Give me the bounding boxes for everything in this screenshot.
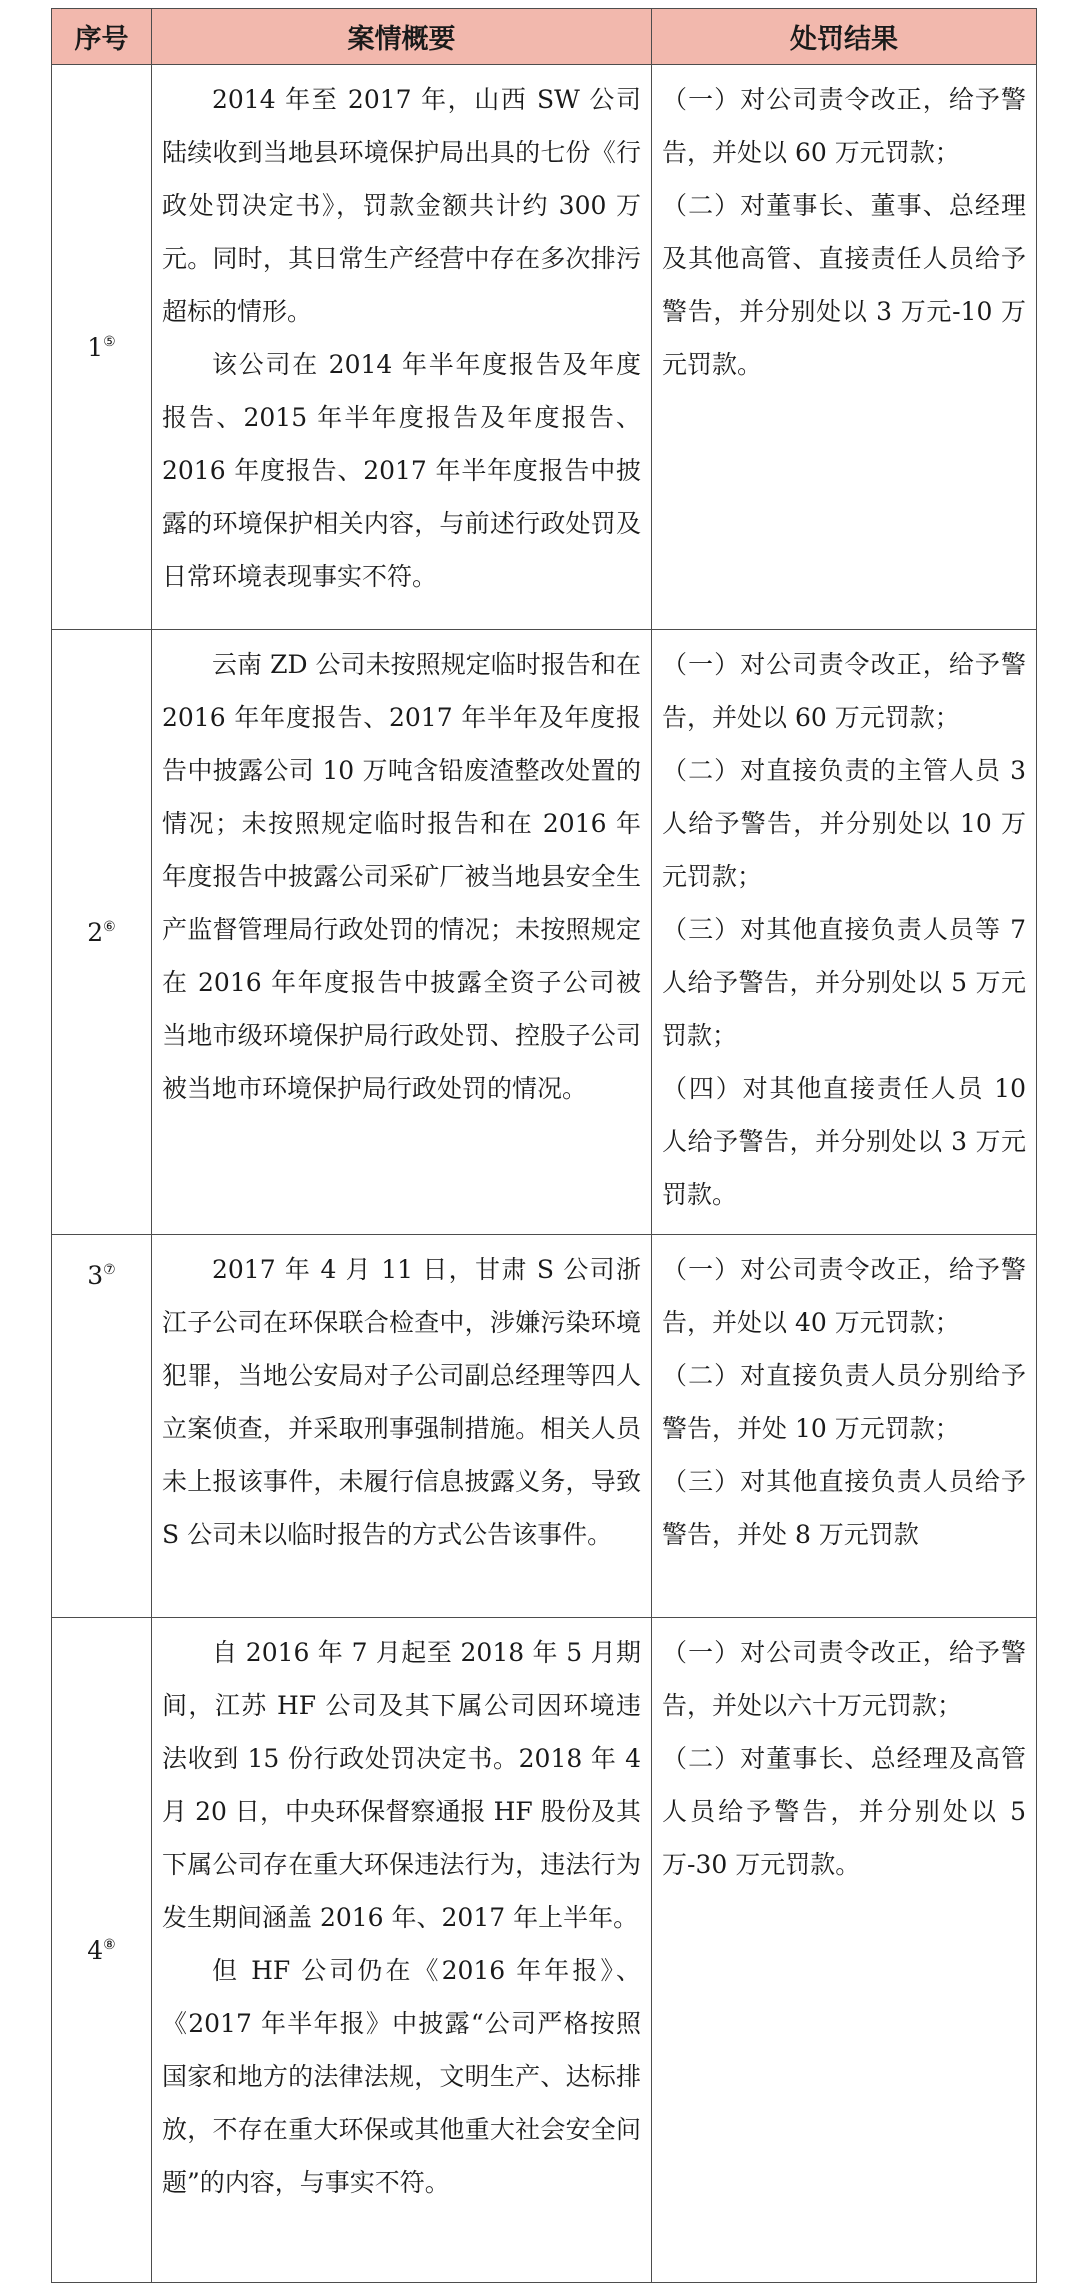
table-header (52, 9, 1037, 65)
penalty-cases-table (51, 8, 1037, 2283)
summary-paragraph: 2014 年至 2017 年，山西 SW 公司陆续收到当地县环境保护局出具的七份《行政处罚决定书》，罚款金额共计约 300 万元。同时，其日常生产经营中存在多次排污超标的情形。 (162, 85, 641, 326)
result-item: （四）对其他直接责任人员 10 人给予警告，并分别处以 3 万元罚款。 (662, 1074, 1026, 1209)
result-item: （三）对其他直接负责人员给予警告，并处 8 万元罚款 (662, 1467, 1026, 1549)
case-summary-cell (152, 630, 652, 1235)
summary-paragraph: 2017 年 4 月 11 日，甘肃 S 公司浙江子公司在环保联合检查中，涉嫌污染环境犯罪，当地公安局对子公司副总经理等四人立案侦查，并采取刑事强制措施。相关人员未上报该事件，未履行信息披露义务，导致 S 公司未以临时报告的方式公告该事件。 (162, 1255, 641, 1549)
case-number-cell (52, 65, 152, 630)
summary-paragraph: 云南 ZD 公司未按照规定临时报告和在 2016 年年度报告、2017 年半年及年度报告中披露公司 10 万吨含铅废渣整改处置的情况；未按照规定临时报告和在 2016 年年度报告中披露公司采矿厂被当地县安全生产监督管理局行政处罚的情况；未按照规定在 2016 年年度报告中披露全资子公司被当地市级环境保护局行政处罚、控股子公司被当地市环境保护局行政处罚的情况。 (162, 650, 641, 1103)
table-body (52, 65, 1037, 2283)
table-row (52, 630, 1037, 1235)
result-item: （一）对公司责令改正，给予警告，并处以六十万元罚款； (662, 1638, 1026, 1720)
table-row (52, 1235, 1037, 1618)
result-item: （一）对公司责令改正，给予警告，并处以 60 万元罚款； (662, 650, 1026, 732)
case-number: 1 (87, 332, 104, 362)
result-item: （二）对董事长、董事、总经理及其他高管、直接责任人员给予警告，并分别处以 3 万元-10 万元罚款。 (662, 191, 1026, 379)
case-number: 4 (87, 1935, 104, 1965)
footnote-marker: ⑤ (103, 333, 116, 350)
result-item: （二）对直接负责的主管人员 3 人给予警告，并分别处以 10 万元罚款； (662, 756, 1026, 891)
header-result: 处罚结果 (652, 9, 1037, 65)
summary-paragraph: 但 HF 公司仍在《2016 年年报》、《2017 年半年报》中披露“公司严格按照国家和地方的法律法规，文明生产、达标排放，不存在重大环保或其他重大社会安全问题”的内容，与事实不符。 (162, 1956, 641, 2197)
result-item: （一）对公司责令改正，给予警告，并处以 60 万元罚款； (662, 85, 1026, 167)
case-summary-cell (152, 65, 652, 630)
case-number-cell (52, 1618, 152, 2283)
summary-paragraph: 该公司在 2014 年半年度报告及年度报告、2015 年半年度报告及年度报告、2016 年度报告、2017 年半年度报告中披露的环境保护相关内容，与前述行政处罚及日常环境表现事实不符。 (162, 350, 641, 591)
case-summary-cell (152, 1618, 652, 2283)
case-number: 3 (87, 1261, 104, 1290)
table-row (52, 65, 1037, 630)
table-row (52, 1618, 1037, 2283)
header-row (52, 9, 1037, 65)
result-item: （一）对公司责令改正，给予警告，并处以 40 万元罚款； (662, 1255, 1026, 1337)
result-item: （二）对董事长、总经理及高管人员给予警告，并分别处以 5 万-30 万元罚款。 (662, 1744, 1026, 1879)
penalty-result-cell (652, 1618, 1037, 2283)
case-number: 2 (87, 917, 104, 947)
case-number-cell (52, 630, 152, 1235)
case-summary-cell (152, 1235, 652, 1618)
penalty-result-cell (652, 1235, 1037, 1618)
header-no: 序号 (52, 9, 152, 65)
footnote-marker: ⑧ (103, 1936, 116, 1953)
case-number-cell (52, 1235, 152, 1618)
footnote-marker: ⑥ (103, 918, 116, 935)
result-item: （三）对其他直接负责人员等 7 人给予警告，并分别处以 5 万元罚款； (662, 915, 1026, 1050)
result-item: （二）对直接负责人员分别给予警告，并处 10 万元罚款； (662, 1361, 1026, 1443)
penalty-result-cell (652, 630, 1037, 1235)
summary-paragraph: 自 2016 年 7 月起至 2018 年 5 月期间，江苏 HF 公司及其下属公司因环境违法收到 15 份行政处罚决定书。2018 年 4 月 20 日，中央环保督察通报 HF 股份及其下属公司存在重大环保违法行为，违法行为发生期间涵盖 2016 年、2017 年上半年。 (162, 1638, 641, 1932)
header-summary: 案情概要 (152, 9, 652, 65)
footnote-marker: ⑦ (103, 1262, 116, 1278)
penalty-result-cell (652, 65, 1037, 630)
